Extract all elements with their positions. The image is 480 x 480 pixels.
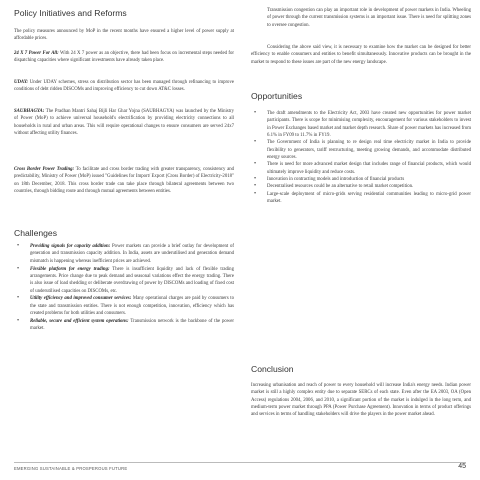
paragraph-conclusion: Increasing urbanisation and reach of power to every household will increase India's energy needs. Indian power market is still a highly complex entity due to separate SERCs of each state. Even after the EA 2003, OA (Open Access) regulations 2004, 2006, and 2010, a significant portion of the market is indulged in the long term, and medium-term power market through PPA (Power Purchase Agreement). Innovation in terms of product offerings and services in terms of handling stakeholders will drive the players in the power market ahead. [251, 383, 471, 418]
challenge-label: Providing signals for capacity addition: [30, 244, 111, 249]
challenge-text: There is insufficient liquidity and lack of flexible trading arrangements. Price change due to peak demand and seasonal variations effect the energy trading. There is also issue of load shedding or deliberate overdrawing of power by DISCOMs and loading of fixed cost of underutilised capacities on DISCOMs, etc. [30, 266, 234, 294]
challenge-text: Many operational charges are paid by consumers to the state and transmission entities. There is not enough competition, innovation, efficiency which has created problems for both utilities and consumers. [30, 296, 234, 317]
opportunity-item: • The draft amendments to the Electricity Act, 2003 have created new opportunities for power market participants. There is scope for minimising complexity, encouragement for various stakeholders to invest in Power Exchanges based market and market depth research. Share of power markets has increased from 6.1% in FY09 to 11.7% in FY19. [251, 110, 471, 139]
text-saubhagya: The Pradhan Mantri Sahaj Bijli Har Ghar Yojna (SAUBHAGYA) was launched by the Ministry of Power (MoP) to achieve universal household's electrification by providing electricity connections to all households in rural and urban areas. This will require operational changes to ensure consumers are served 24x7 without affecting utility finances. [14, 109, 234, 137]
label-uday: UDAY: [14, 80, 28, 85]
heading-challenges: Challenges [14, 228, 57, 238]
paragraph-considering: Considering the above said view, it is necessary to examine how the market can be designed for better efficiency to enable consumers and entities to benefit simultaneously. Innovative products can be brought in the market to respond to these issues are part of the new energy landscape. [251, 45, 471, 65]
heading-opportunities: Opportunities [251, 91, 303, 101]
challenges-list [14, 243, 234, 333]
paragraph-247-power [14, 50, 234, 65]
paragraph-intro: The policy measures announced by MoP in the recent months have ensured a higher level of power supply at affordable prices. [14, 29, 234, 42]
opportunity-item: • The Government of India is planning to re design real time electricity market in India to provide flexibility to generators, tariff restructuring, meeting growing demands, and accommodate distributed energy sources. [251, 139, 471, 161]
challenge-label: Flexible platform for energy trading: [30, 266, 110, 272]
paragraph-saubhagya [14, 108, 234, 137]
text-uday: Under UDAY schemes, stress on distribution sector has been managed through refinancing to improve conditions of debt ridden DISCOMs and improving efficiency to cut down AT&C losses. [14, 80, 234, 93]
text-cross-border: To facilitate and cross border trading with greater transparency, consistency and predictability, Ministry of Power (MoP) issued "Guidelines for Import/ Export (Cross Border) of Electricity-2018" on 18th December, 2018. This cross border trade can take place through bilateral agreements between two countries, through bidding route and through mutual agreements between entities. [14, 167, 235, 195]
opportunity-item: • There is need for more advanced market design that includes range of financial products, which would ultimately improve liquidity and reduce costs. [251, 161, 471, 176]
challenge-item [14, 318, 234, 333]
label-saubhagya: SAUBHAGYA: [14, 109, 45, 114]
opportunity-item: • Large-scale deployment of micro-grids serving residential communities leading to micro-grid power market. [251, 191, 471, 206]
paragraph-transmission-continued: Transmission congestion can play an important role in development of power markets in India. Wheeling of power through the current transmission systems is an important issue. There is need for splitting zones to oversee congestion. [267, 8, 471, 28]
challenge-text: Power markets can provide a brief outlay for development of generation and transmission capacity addition. In India, assets are underutilised and generation demand mismatch is happening whereas inefficient prices are achieved. [30, 244, 234, 264]
footer-title: EMERGING SUSTAINABLE & PROSPEROUS FUTURE [14, 466, 128, 471]
label-cross-border: Cross Border Power Trading: [14, 167, 75, 172]
challenge-item [14, 243, 234, 265]
challenge-label: Utility efficiency and improved consumer services: [30, 296, 132, 302]
challenge-label: Reliable, secure and efficient system operations: [30, 318, 129, 324]
opportunity-item: • Decentralised resources could be an alternative to retail market competition. [251, 183, 471, 190]
page-number: 45 [458, 463, 466, 470]
challenge-item [14, 266, 234, 295]
heading-conclusion: Conclusion [251, 364, 294, 374]
opportunities-list [251, 110, 471, 205]
challenge-text: Transmission network is the backbone of the power market. [30, 318, 234, 332]
heading-policy-initiatives: Policy Initiatives and Reforms [14, 8, 127, 18]
footer-divider [14, 462, 466, 463]
challenge-item [14, 295, 234, 317]
opportunity-item: • Innovation in contracting models and introduction of financial products [251, 176, 471, 183]
text-247-power: With 24 X 7 power as an objective, there had been focus on incremental steps needed for dispatching capacities where significant investments have already taken place. [14, 51, 234, 64]
paragraph-cross-border [14, 166, 234, 195]
label-247-power: 24 X 7 Power For All: [14, 51, 59, 56]
paragraph-uday [14, 79, 234, 94]
